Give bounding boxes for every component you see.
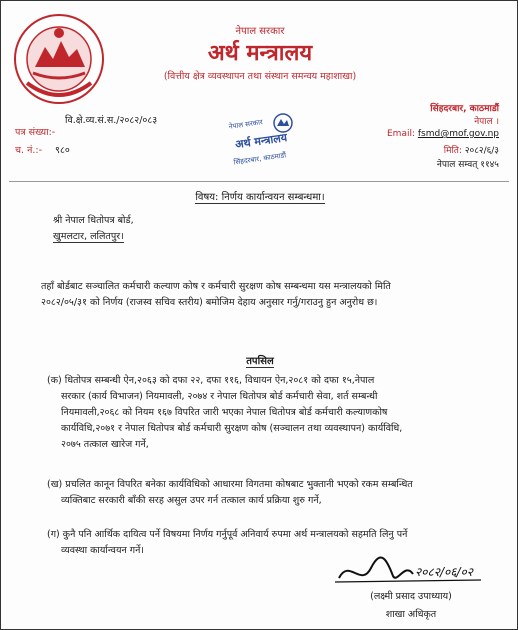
date-label: मिति:: [443, 146, 462, 156]
item-kha: [47, 477, 481, 509]
item-ka-line: सरकार (कार्य विभाजन) नियमावली, २०७४ र नेपाल धितोपत्र बोर्ड कर्मचारी सेवा, शर्त सम्बन्धी: [61, 391, 378, 402]
dispatch-number-label: च. नं.:-: [15, 145, 42, 156]
office-address: सिंहदरबार, काठमाडौं: [430, 104, 499, 114]
nepal-sambat: [437, 157, 499, 170]
signature-date: २०८२/०६/०२: [415, 565, 474, 579]
subject-text: विषय: निर्णय कार्यान्वयन सम्बन्धमा।: [195, 192, 325, 203]
dispatch-number-value: ९८०: [55, 145, 70, 156]
item-kha-line: (ख) प्रचलित कानून विपरित बनेका कार्यविधिको आधारमा विगतमा कोषबाट भुक्तानी भएको रकम सम्बन्धित: [47, 479, 413, 490]
stamp-line-3: सिंहदरबार, काठमाडौं: [233, 151, 287, 167]
item-ka-line: कार्यविधि,२०७१ र नेपाल धितोपत्र बोर्ड कर्मचारी सुरक्षण कोष (सञ्चालन तथा व्यवस्थापन) कार्यविधि,: [61, 423, 403, 434]
letter-number: [15, 125, 65, 138]
recipient-line-1: श्री नेपाल धितोपत्र बोर्ड,: [53, 215, 134, 226]
division-name: (वित्तीय क्षेत्र व्यवस्थापन तथा संस्थान समन्वय महाशाखा): [163, 71, 357, 82]
item-ka: [47, 373, 481, 453]
date-line: [444, 143, 499, 156]
header-divider: [9, 181, 509, 182]
email-line: [387, 129, 499, 139]
nepal-sambat-value: नेपाल सम्वत् ११४५: [436, 160, 499, 170]
item-ka-line: (क) धितोपत्र सम्बन्धी ऐन,२०६३ को दफा २२, दफा ११६, विधायन ऐन,२०८१ को दफा १५,नेपाल: [47, 375, 375, 386]
ministry-stamp: [221, 111, 295, 171]
email-link[interactable]: fsmd@mof.gov.np: [417, 129, 499, 139]
government-name: नेपाल सरकार: [235, 26, 285, 37]
item-ga-line: व्यवस्था कार्यान्वयन गर्ने।: [61, 545, 144, 556]
body-line-1: तहाँ बोर्डबाट सञ्चालित कर्मचारी कल्याण कोष र कर्मचारी सुरक्षण कोष सम्बन्धमा यस मन्त्रालयको मिति: [41, 281, 391, 292]
subject-line: [1, 189, 518, 203]
ministry-name: अर्थ मन्त्रालय: [207, 41, 313, 66]
item-ka-line: २०७५ तत्काल खारेज गर्ने,: [61, 439, 149, 450]
email-label: Email:: [386, 129, 415, 139]
ref-number-value: वि.क्षे.व्य.सं.स./२०८२/०८३: [65, 115, 158, 126]
letter-number-label: पत्र संख्या:-: [15, 127, 56, 138]
signatory-name: (लक्ष्मी प्रसाद उपाध्याय): [370, 591, 452, 602]
dispatch-number: [15, 143, 70, 156]
item-ga-line: (ग) कुनै पनि आर्थिक दायित्व पर्ने विषयमा निर्णय गर्नुपूर्व अनिवार्य रुपमा अर्थ मन्त्रालयको सहमति लिनु पर्ने: [47, 529, 408, 540]
office-country: नेपाल ।: [474, 117, 499, 127]
body-paragraph: [41, 279, 481, 311]
handwritten-signature: [331, 554, 491, 590]
tapsil-heading: [1, 353, 518, 367]
date-value: २०८२/६/३: [464, 146, 499, 156]
stamp-line-1: नेपाल सरकार: [228, 118, 264, 131]
body-line-2: २०८२/०५/३१ को निर्णय (राजस्व सचिव स्तरीय) बमोजिम देहाय अनुसार गर्नु/गराउनु हुन अनुरोध छ।: [41, 297, 378, 308]
tapsil-text: तपसिल: [246, 356, 274, 367]
stamp-line-2: अर्थ मन्त्रालय: [234, 130, 288, 152]
signatory-title: शाखा अधिकृत: [385, 609, 437, 620]
item-kha-line: व्यक्तिबाट सरकारी बाँकी सरह असुल उपर गर्न तत्काल कार्य प्रक्रिया शुरु गर्ने,: [61, 495, 322, 506]
recipient-line-2: खुमलटार, ललितपुर।: [53, 231, 124, 242]
item-ka-line: नियमावली,२०६८ को नियम १६७ विपरित जारी भएका नेपाल धितोपत्र बोर्ड कर्मचारी कल्याणकोष: [61, 407, 388, 418]
